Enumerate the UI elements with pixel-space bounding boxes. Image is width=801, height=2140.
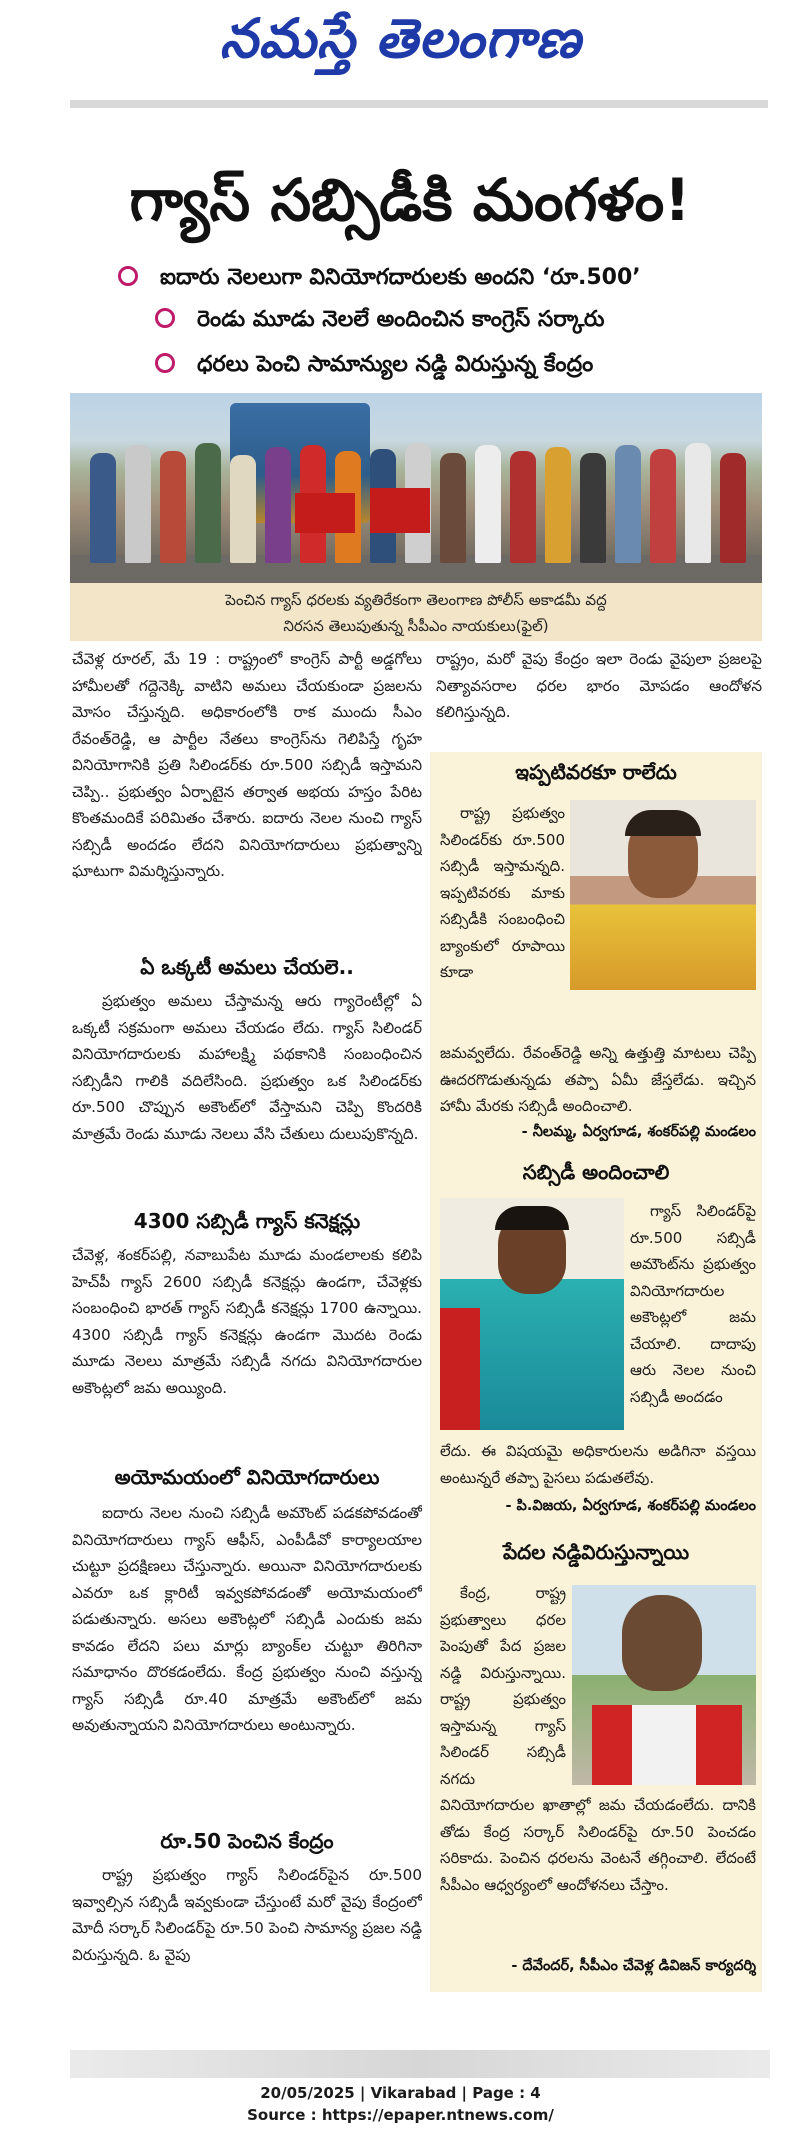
caption-line: పెంచిన గ్యాస్ ధరలకు వ్యతిరేకంగా తెలంగాణ పోలీస్ అకాడమీ వద్ద [225,591,607,609]
section-heading: అయోమయంలో వినియోగదారులు [114,1465,380,1489]
page-footer-source: Source : https://epaper.ntnews.com/ [247,2106,554,2124]
subhead-3 [155,345,801,385]
paragraph: ఐదారు నెలల నుంచి సబ్సిడీ అమౌంట్ పడకపోవడంతో వినియోగదారులు గ్యాస్ ఆఫీస్, ఎంపీడీవో కార్యాలయాల చుట్టూ ప్రదక్షిణలు చేస్తున్నారు. అయినా వినియోగదారులకు ఎవరూ ఒక క్లారిటీ ఇవ్వకపోవడంతో అయోమయంలో పడుతున్నారు. అసలు అకౌంట్లలో సబ్సిడీ ఎందుకు జమ కావడం లేదని పలు మార్లు బ్యాంక్‌ల చుట్టూ తిరిగినా సమాధానం దొరకడంలేదు. కేంద్ర ప్రభుత్వం నుంచి వస్తున్న గ్యాస్ సబ్సిడీ రూ.40 మాత్రమే అకౌంట్‌లో జమ అవుతున్నాయని వినియోగదారులు అంటున్నారు. [72,1504,422,1734]
quote-title: పేదల నడ్డివిరుస్తున్నాయి [502,1540,690,1564]
quote-text: గ్యాస్ సిలిండర్‌పై రూ.500 సబ్సిడీ అమౌంట్‌ను ప్రభుత్వం వినియోగదారుల అకౌంట్లలో జమ చేయాలి. దాదాపు ఆరు నెలల నుంచి సబ్సిడీ అందడం [630,1202,756,1406]
quote-title: ఇప్పటివరకూ రాలేదు [515,760,677,784]
caption-line: నిరసన తెలుపుతున్న సీపీఎం నాయకులు(ఫైల్) [283,617,549,635]
paragraph: ప్రభుత్వం అమలు చేస్తామన్న ఆరు గ్యారెంటీల్లో ఏ ఒక్కటీ సక్రమంగా అమలు చేయడం లేదు. గ్యాస్ సిలిండర్ వినియోగదారులకు మహాలక్ష్మి పథకానికి సంబంధించిన సబ్సిడీని గాలికి వదిలేసింది. ప్రభుత్వం ఒక సిలిండర్‌కు రూ.500 చొప్పున అకౌంట్‌లో వేస్తామని చెప్పి కొందరికి మాత్రమే రెండు మూడు నెలలు వేసి చేతులు దులుపుకొన్నది. [72,992,422,1143]
subhead-1 [118,258,778,298]
section-heading: రూ.50 పెంచిన కేంద్రం [160,1829,334,1853]
page-footer-line: 20/05/2025 | Vikarabad | Page : 4 [260,2084,541,2102]
quote-text: వినియోగదారుల ఖాతాల్లో జమ చేయడంలేదు. దానికి తోడు కేంద్ర సర్కార్ సిలిండర్‌పై రూ.50 పెంచడం సరికాదు. పెంచిన ధరలను వెంటనే తగ్గించాలి. లేదంటే సీపీఎం ఆధ్వర్యంలో ఆందోళనలు చేస్తాం. [440,1796,756,1894]
subhead-text: ధరలు పెంచి సామాన్యుల నడ్డి విరుస్తున్న కేంద్రం [197,352,594,377]
subhead-2 [155,300,801,340]
paragraph: చేవెళ్ల, శంకర్‌పల్లి, నవాబుపేట మూడు మండలాలకు కలిపి హెచ్‌పీ గ్యాస్ 2600 సబ్సిడీ కనెక్షన్లు ఉండగా, చేవెళ్లకు సంబంధించి భారత్ గ్యాస్ సబ్సిడీ కనెక్షన్లు 1700 ఉన్నాయి. 4300 సబ్సిడీ గ్యాస్ కనెక్షన్లు ఉండగా మొదట రెండు మూడు నెలలు మాత్రమే సబ్సిడీ నగదు వినియోగదారుల అకౌంట్లలో జమ అయ్యింది. [72,1246,422,1397]
quote-text: రాష్ట్ర ప్రభుత్వం సిలిండర్‌కు రూ.500 సబ్సిడీ ఇస్తామన్నది. ఇప్పటివరకు మాకు సబ్సిడీకి సంబంధించి బ్యాంకులో రూపాయి కూడా [440,804,565,981]
bullet-icon [155,308,175,328]
bullet-icon [118,266,138,286]
masthead-title: నమస్తే తెలంగాణ [219,6,582,70]
masthead-rule [70,100,768,108]
headline: గ్యాస్ సబ్సిడీకి మంగళం! [129,166,691,234]
red-flag [295,493,355,533]
subhead-text: ఐదారు నెలలుగా వినియోగదారులకు అందని ‘రూ.500’ [160,265,641,290]
quote-attribution: - దేవేందర్, సీపీఎం చేవెళ్ల డివిజన్ కార్యదర్శి [511,1958,756,1974]
section-heading: 4300 సబ్సిడీ గ్యాస్ కనెక్షన్లు [133,1209,361,1233]
quote-attribution: - నీలమ్మ, ఏర్వగూడ, శంకర్‌పల్లి మండలం [521,1124,756,1140]
subhead-text: రెండు మూడు నెలలే అందించిన కాంగ్రెస్ సర్కారు [197,307,605,332]
quote-attribution: - పి.విజయ, ఏర్వగూడ, శంకర్‌పల్లి మండలం [505,1498,756,1514]
quote-title: సబ్సిడీ అందించాలి [522,1160,670,1184]
cutoff-headline-strip [70,2050,770,2078]
bullet-icon [155,353,175,373]
quote-text: కేంద్ర, రాష్ట్ర ప్రభుత్వాలు ధరల పెంపుతో పేద ప్రజల నడ్డి విరుస్తున్నాయి. రాష్ట్ర ప్రభుత్వం ఇస్తామన్న గ్యాస్ సిలిండర్ సబ్సిడీ నగదు [440,1584,566,1788]
article-continuation: రాష్ట్రం, మరో వైపు కేంద్రం ఇలా రెండు వైపులా ప్రజలపై నిత్యావసరాల ధరల భారం మోపడం ఆందోళన కలిగిస్తున్నది. [436,650,762,721]
paragraph: రాష్ట్ర ప్రభుత్వం గ్యాస్ సిలిండర్‌పైన రూ.500 ఇవ్వాల్సిన సబ్సిడీ ఇవ్వకుండా చేస్తుంటే మరో వైపు కేంద్రంలో మోదీ సర్కార్ సిలిండర్‌పై రూ.50 పెంచి సామాన్య ప్రజల నడ్డి విరుస్తున్నది. ఓ వైపు [72,1866,422,1964]
quote-text: జమవ్వలేదు. రేవంత్‌రెడ్డి అన్ని ఉత్తుత్తి మాటలు చెప్పి ఊదరగొడుతున్నడు తప్పా ఏమీ జేస్తలేడు. ఇచ్చిన హామీ మేరకు సబ్సిడీ అందించాలి. [440,1044,756,1115]
section-heading: ఏ ఒక్కటీ అమలు చేయలె.. [140,955,354,979]
quote-text: లేదు. ఈ విషయమై అధికారులను అడిగినా వస్తయి అంటున్నరే తప్పా పైసలు పడుతలేవు. [440,1442,756,1487]
article-body [72,646,422,1968]
portrait-photo [572,1585,756,1785]
masthead [0,0,801,78]
portrait-photo [570,800,756,990]
portrait-photo [440,1198,624,1430]
photo-caption [70,583,762,641]
protest-photo [70,393,762,583]
lead-paragraph: చేవెళ్ల రూరల్, మే 19 : రాష్ట్రంలో కాంగ్రెస్ పార్టీ అడ్డగోలు హామీలతో గద్దెనెక్కి వాటిని అమలు చేయకుండా ప్రజలను మోసం చేస్తున్నది. అధికారంలోకి రాక ముందు సీఎం రేవంత్‌రెడ్డి, ఆ పార్టీల నేతలు కాంగ్రెస్‌ను గెలిపిస్తే గృహ వినియోగానికి ప్రతి సిలిండర్‌కు రూ.500 సబ్సిడీ ఇస్తామని చెప్పి.. ప్రభుత్వం ఏర్పాటైన తర్వాత అభయ హస్తం పేరిట కొంతమందికే పరిమితం చేశారు. ఐదారు నెలల నుంచి గ్యాస్ సబ్సిడీ అందడం లేదని వినియోగదారులు ప్రభుత్వాన్ని ఘాటుగా విమర్శిస్తున్నారు. [72,650,422,880]
red-flag [370,488,430,533]
